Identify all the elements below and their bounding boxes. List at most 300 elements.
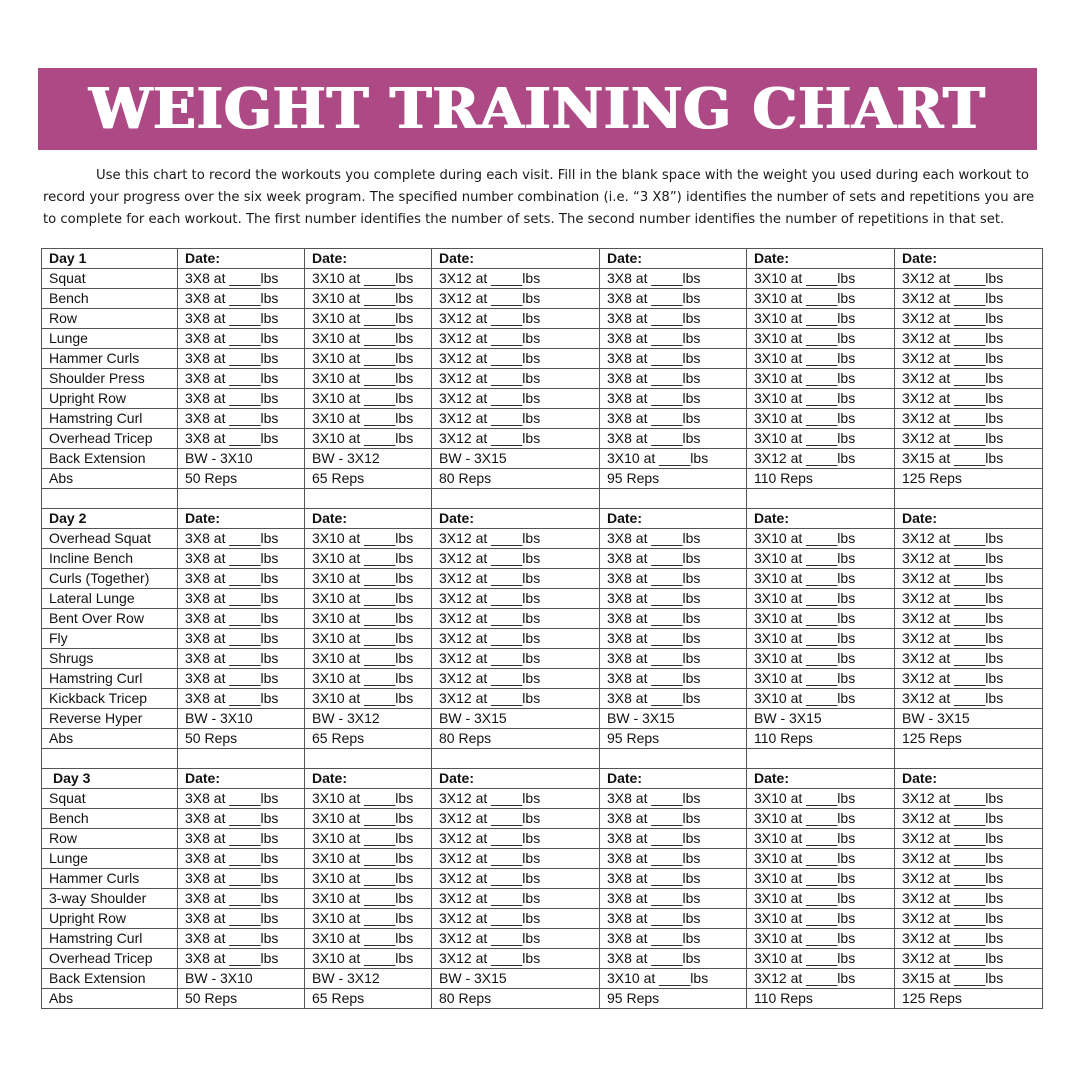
- workout-cell[interactable]: 3X8 at ____lbs: [600, 409, 747, 429]
- workout-cell[interactable]: 3X12 at ____lbs: [895, 809, 1043, 829]
- workout-cell[interactable]: 3X12 at ____lbs: [895, 369, 1043, 389]
- workout-cell[interactable]: 3X12 at ____lbs: [895, 389, 1043, 409]
- workout-cell[interactable]: 3X8 at ____lbs: [178, 589, 305, 609]
- empty-cell: [432, 489, 600, 509]
- workout-cell[interactable]: 3X12 at ____lbs: [895, 409, 1043, 429]
- workout-cell[interactable]: 95 Reps: [600, 469, 747, 489]
- date-field[interactable]: Date:: [432, 769, 600, 789]
- workout-cell[interactable]: 3X12 at ____lbs: [432, 309, 600, 329]
- exercise-row: [42, 789, 1043, 809]
- workout-cell[interactable]: 3X8 at ____lbs: [600, 369, 747, 389]
- workout-cell[interactable]: 3X10 at ____lbs: [747, 929, 895, 949]
- workout-cell[interactable]: 3X8 at ____lbs: [178, 869, 305, 889]
- workout-cell[interactable]: 110 Reps: [747, 989, 895, 1009]
- workout-cell[interactable]: 3X10 at ____lbs: [305, 669, 432, 689]
- workout-cell[interactable]: 3X10 at ____lbs: [305, 529, 432, 549]
- workout-cell[interactable]: 125 Reps: [895, 989, 1043, 1009]
- workout-cell[interactable]: BW - 3X15: [432, 709, 600, 729]
- date-field[interactable]: Date:: [178, 509, 305, 529]
- workout-cell[interactable]: 3X10 at ____lbs: [747, 869, 895, 889]
- exercise-name: Back Extension: [42, 449, 178, 469]
- workout-cell[interactable]: 3X12 at ____lbs: [895, 589, 1043, 609]
- workout-cell[interactable]: BW - 3X12: [305, 709, 432, 729]
- workout-cell[interactable]: 3X12 at ____lbs: [432, 409, 600, 429]
- workout-cell[interactable]: 3X12 at ____lbs: [895, 829, 1043, 849]
- workout-cell[interactable]: 3X10 at ____lbs: [305, 309, 432, 329]
- exercise-row: [42, 469, 1043, 489]
- workout-cell[interactable]: 3X8 at ____lbs: [600, 629, 747, 649]
- workout-cell[interactable]: 3X12 at ____lbs: [432, 329, 600, 349]
- workout-cell[interactable]: 3X10 at ____lbs: [747, 689, 895, 709]
- workout-cell[interactable]: 3X10 at ____lbs: [305, 409, 432, 429]
- workout-cell[interactable]: 3X12 at ____lbs: [747, 969, 895, 989]
- workout-cell[interactable]: BW - 3X12: [305, 969, 432, 989]
- workout-cell[interactable]: 3X10 at ____lbs: [747, 889, 895, 909]
- exercise-name: Hammer Curls: [42, 349, 178, 369]
- exercise-row: [42, 729, 1043, 749]
- workout-cell[interactable]: 3X10 at ____lbs: [747, 789, 895, 809]
- date-field[interactable]: Date:: [747, 509, 895, 529]
- exercise-row: [42, 829, 1043, 849]
- exercise-name: Overhead Squat: [42, 529, 178, 549]
- workout-cell[interactable]: 3X10 at ____lbs: [305, 829, 432, 849]
- exercise-row: [42, 449, 1043, 469]
- empty-cell: [178, 489, 305, 509]
- workout-cell[interactable]: 3X8 at ____lbs: [178, 529, 305, 549]
- workout-cell[interactable]: 3X10 at ____lbs: [747, 909, 895, 929]
- date-field[interactable]: Date:: [305, 249, 432, 269]
- date-field[interactable]: Date:: [305, 509, 432, 529]
- workout-cell[interactable]: 3X8 at ____lbs: [600, 889, 747, 909]
- exercise-name: Incline Bench: [42, 549, 178, 569]
- page-title: WEIGHT TRAINING CHART: [89, 76, 986, 142]
- workout-cell[interactable]: 3X12 at ____lbs: [895, 909, 1043, 929]
- workout-cell[interactable]: 3X10 at ____lbs: [305, 629, 432, 649]
- exercise-row: [42, 289, 1043, 309]
- workout-cell[interactable]: 3X10 at ____lbs: [747, 589, 895, 609]
- date-field[interactable]: Date:: [600, 249, 747, 269]
- workout-cell[interactable]: BW - 3X15: [600, 709, 747, 729]
- workout-cell[interactable]: 3X8 at ____lbs: [600, 269, 747, 289]
- exercise-name: Row: [42, 829, 178, 849]
- exercise-row: [42, 409, 1043, 429]
- workout-cell[interactable]: 3X10 at ____lbs: [747, 809, 895, 829]
- spacer-row: [42, 749, 1043, 769]
- workout-cell[interactable]: 65 Reps: [305, 729, 432, 749]
- workout-cell[interactable]: 3X8 at ____lbs: [178, 369, 305, 389]
- workout-cell[interactable]: 3X12 at ____lbs: [432, 809, 600, 829]
- workout-cell[interactable]: 3X8 at ____lbs: [178, 609, 305, 629]
- workout-cell[interactable]: 3X12 at ____lbs: [432, 909, 600, 929]
- workout-cell[interactable]: 3X12 at ____lbs: [432, 289, 600, 309]
- day-header-row: [42, 249, 1043, 269]
- workout-cell[interactable]: 3X12 at ____lbs: [432, 349, 600, 369]
- workout-cell[interactable]: 3X8 at ____lbs: [178, 849, 305, 869]
- workout-cell[interactable]: 3X8 at ____lbs: [178, 909, 305, 929]
- workout-cell[interactable]: 3X10 at ____lbs: [305, 609, 432, 629]
- workout-cell[interactable]: 3X12 at ____lbs: [895, 649, 1043, 669]
- exercise-name: Bench: [42, 809, 178, 829]
- workout-cell[interactable]: 3X8 at ____lbs: [600, 849, 747, 869]
- workout-cell[interactable]: 65 Reps: [305, 469, 432, 489]
- workout-cell[interactable]: 3X10 at ____lbs: [747, 829, 895, 849]
- workout-cell[interactable]: 3X12 at ____lbs: [432, 609, 600, 629]
- workout-cell[interactable]: 3X15 at ____lbs: [895, 449, 1043, 469]
- workout-cell[interactable]: 3X10 at ____lbs: [305, 909, 432, 929]
- workout-cell[interactable]: 3X10 at ____lbs: [305, 369, 432, 389]
- intro-paragraph: Use this chart to record the workouts you complete during each visit. Fill in the blank space with the weight you used during each workout to record your progress over the six week program. The specified number combination (i.e. “3 X8”) identifies the number of sets and repetitions you are to complete for each workout. The first number identifies the number of sets. The second number identifies the number of repetitions in that set.: [43, 168, 1035, 227]
- workout-cell[interactable]: 3X8 at ____lbs: [600, 949, 747, 969]
- workout-cell[interactable]: 3X12 at ____lbs: [432, 929, 600, 949]
- workout-cell[interactable]: 3X8 at ____lbs: [600, 349, 747, 369]
- date-field[interactable]: Date:: [600, 769, 747, 789]
- date-field[interactable]: Date:: [747, 249, 895, 269]
- exercise-name: Row: [42, 309, 178, 329]
- workout-cell[interactable]: 3X8 at ____lbs: [600, 549, 747, 569]
- exercise-name: Hamstring Curl: [42, 669, 178, 689]
- exercise-row: [42, 589, 1043, 609]
- exercise-row: [42, 869, 1043, 889]
- exercise-name: Bench: [42, 289, 178, 309]
- workout-cell[interactable]: 3X12 at ____lbs: [895, 289, 1043, 309]
- workout-cell[interactable]: BW - 3X10: [178, 969, 305, 989]
- exercise-name: Hamstring Curl: [42, 409, 178, 429]
- workout-cell[interactable]: BW - 3X15: [747, 709, 895, 729]
- exercise-row: [42, 309, 1043, 329]
- exercise-row: [42, 689, 1043, 709]
- workout-cell[interactable]: 3X8 at ____lbs: [178, 629, 305, 649]
- workout-cell[interactable]: 110 Reps: [747, 729, 895, 749]
- exercise-row: [42, 669, 1043, 689]
- empty-cell: [42, 489, 178, 509]
- workout-cell[interactable]: 3X10 at ____lbs: [305, 649, 432, 669]
- workout-cell[interactable]: 3X12 at ____lbs: [895, 549, 1043, 569]
- workout-cell[interactable]: 3X8 at ____lbs: [178, 649, 305, 669]
- workout-cell[interactable]: 3X8 at ____lbs: [178, 889, 305, 909]
- exercise-name: Abs: [42, 469, 178, 489]
- empty-cell: [178, 749, 305, 769]
- exercise-name: Shoulder Press: [42, 369, 178, 389]
- workout-cell[interactable]: 3X12 at ____lbs: [432, 689, 600, 709]
- workout-cell[interactable]: 3X10 at ____lbs: [747, 369, 895, 389]
- workout-cell[interactable]: 3X12 at ____lbs: [895, 789, 1043, 809]
- exercise-name: 3-way Shoulder: [42, 889, 178, 909]
- exercise-row: [42, 549, 1043, 569]
- exercise-row: [42, 709, 1043, 729]
- date-field[interactable]: Date:: [432, 249, 600, 269]
- workout-cell[interactable]: 3X12 at ____lbs: [432, 849, 600, 869]
- date-field[interactable]: Date:: [895, 249, 1043, 269]
- workout-cell[interactable]: 3X8 at ____lbs: [600, 289, 747, 309]
- date-field[interactable]: Date:: [895, 509, 1043, 529]
- workout-cell[interactable]: 3X10 at ____lbs: [305, 349, 432, 369]
- exercise-name: Bent Over Row: [42, 609, 178, 629]
- workout-cell[interactable]: 3X8 at ____lbs: [600, 869, 747, 889]
- workout-cell[interactable]: 3X12 at ____lbs: [895, 329, 1043, 349]
- workout-cell[interactable]: 3X8 at ____lbs: [178, 669, 305, 689]
- workout-cell[interactable]: 3X12 at ____lbs: [895, 669, 1043, 689]
- workout-cell[interactable]: 3X8 at ____lbs: [178, 309, 305, 329]
- workout-cell[interactable]: 3X10 at ____lbs: [747, 849, 895, 869]
- workout-cell[interactable]: BW - 3X12: [305, 449, 432, 469]
- workout-cell[interactable]: 3X10 at ____lbs: [747, 669, 895, 689]
- workout-cell[interactable]: 3X10 at ____lbs: [747, 309, 895, 329]
- exercise-name: Abs: [42, 989, 178, 1009]
- workout-cell[interactable]: 3X10 at ____lbs: [305, 329, 432, 349]
- exercise-name: Squat: [42, 789, 178, 809]
- workout-cell[interactable]: 3X12 at ____lbs: [895, 629, 1043, 649]
- workout-cell[interactable]: 3X12 at ____lbs: [432, 269, 600, 289]
- workout-cell[interactable]: 3X8 at ____lbs: [600, 569, 747, 589]
- exercise-name: Overhead Tricep: [42, 429, 178, 449]
- workout-cell[interactable]: 3X12 at ____lbs: [432, 789, 600, 809]
- workout-cell[interactable]: 110 Reps: [747, 469, 895, 489]
- date-field[interactable]: Date:: [178, 249, 305, 269]
- workout-cell[interactable]: 3X10 at ____lbs: [305, 569, 432, 589]
- workout-cell[interactable]: 3X8 at ____lbs: [600, 929, 747, 949]
- day-header-row: [42, 769, 1043, 789]
- workout-cell[interactable]: 3X8 at ____lbs: [178, 429, 305, 449]
- workout-cell[interactable]: 3X10 at ____lbs: [305, 849, 432, 869]
- exercise-row: [42, 849, 1043, 869]
- workout-cell[interactable]: 3X10 at ____lbs: [747, 289, 895, 309]
- exercise-row: [42, 429, 1043, 449]
- workout-cell[interactable]: 3X8 at ____lbs: [600, 649, 747, 669]
- workout-cell[interactable]: 3X12 at ____lbs: [895, 429, 1043, 449]
- workout-cell[interactable]: 80 Reps: [432, 729, 600, 749]
- exercise-row: [42, 949, 1043, 969]
- workout-cell[interactable]: 95 Reps: [600, 989, 747, 1009]
- workout-cell[interactable]: 3X8 at ____lbs: [600, 389, 747, 409]
- workout-cell[interactable]: 3X12 at ____lbs: [432, 549, 600, 569]
- workout-cell[interactable]: 3X8 at ____lbs: [600, 809, 747, 829]
- workout-cell[interactable]: 80 Reps: [432, 989, 600, 1009]
- workout-cell[interactable]: 65 Reps: [305, 989, 432, 1009]
- workout-cell[interactable]: 3X12 at ____lbs: [432, 589, 600, 609]
- exercise-name: Abs: [42, 729, 178, 749]
- spacer-row: [42, 489, 1043, 509]
- workout-cell[interactable]: 3X10 at ____lbs: [305, 429, 432, 449]
- exercise-row: [42, 929, 1043, 949]
- exercise-row: [42, 889, 1043, 909]
- exercise-row: [42, 629, 1043, 649]
- workout-cell[interactable]: 3X12 at ____lbs: [432, 429, 600, 449]
- empty-cell: [42, 749, 178, 769]
- workout-cell[interactable]: 125 Reps: [895, 729, 1043, 749]
- workout-table: [41, 248, 1043, 1009]
- workout-cell[interactable]: 3X8 at ____lbs: [600, 609, 747, 629]
- workout-cell[interactable]: 3X8 at ____lbs: [178, 409, 305, 429]
- workout-cell[interactable]: 3X8 at ____lbs: [600, 529, 747, 549]
- workout-cell[interactable]: 3X8 at ____lbs: [178, 949, 305, 969]
- workout-cell[interactable]: 3X10 at ____lbs: [305, 389, 432, 409]
- exercise-name: Squat: [42, 269, 178, 289]
- workout-cell[interactable]: 3X8 at ____lbs: [600, 329, 747, 349]
- workout-cell[interactable]: 3X8 at ____lbs: [600, 589, 747, 609]
- workout-cell[interactable]: 3X8 at ____lbs: [600, 789, 747, 809]
- workout-cell[interactable]: 3X10 at ____lbs: [747, 389, 895, 409]
- workout-cell[interactable]: 3X12 at ____lbs: [895, 309, 1043, 329]
- exercise-row: [42, 269, 1043, 289]
- workout-cell[interactable]: 3X10 at ____lbs: [747, 649, 895, 669]
- workout-cell[interactable]: 3X10 at ____lbs: [747, 569, 895, 589]
- workout-cell[interactable]: 3X10 at ____lbs: [747, 269, 895, 289]
- workout-cell[interactable]: 3X12 at ____lbs: [432, 889, 600, 909]
- date-field[interactable]: Date:: [305, 769, 432, 789]
- workout-cell[interactable]: BW - 3X15: [432, 449, 600, 469]
- workout-cell[interactable]: 3X10 at ____lbs: [305, 689, 432, 709]
- workout-cell[interactable]: 3X12 at ____lbs: [895, 869, 1043, 889]
- workout-cell[interactable]: 3X8 at ____lbs: [600, 829, 747, 849]
- workout-cell[interactable]: 3X12 at ____lbs: [895, 929, 1043, 949]
- workout-cell[interactable]: 3X12 at ____lbs: [432, 669, 600, 689]
- exercise-name: Lateral Lunge: [42, 589, 178, 609]
- workout-cell[interactable]: 3X12 at ____lbs: [432, 649, 600, 669]
- workout-cell[interactable]: 3X10 at ____lbs: [747, 409, 895, 429]
- day-label: Day 2: [42, 509, 178, 529]
- empty-cell: [895, 749, 1043, 769]
- workout-cell[interactable]: BW - 3X15: [432, 969, 600, 989]
- workout-cell[interactable]: 3X10 at ____lbs: [747, 629, 895, 649]
- exercise-name: Overhead Tricep: [42, 949, 178, 969]
- workout-cell[interactable]: 3X10 at ____lbs: [747, 949, 895, 969]
- workout-cell[interactable]: 3X10 at ____lbs: [305, 889, 432, 909]
- workout-cell[interactable]: 3X12 at ____lbs: [895, 569, 1043, 589]
- workout-cell[interactable]: 3X8 at ____lbs: [178, 389, 305, 409]
- exercise-name: Lunge: [42, 849, 178, 869]
- workout-cell[interactable]: 50 Reps: [178, 989, 305, 1009]
- workout-cell[interactable]: 3X8 at ____lbs: [178, 289, 305, 309]
- date-field[interactable]: Date:: [432, 509, 600, 529]
- exercise-row: [42, 609, 1043, 629]
- exercise-row: [42, 569, 1043, 589]
- workout-cell[interactable]: 50 Reps: [178, 729, 305, 749]
- workout-cell[interactable]: 3X12 at ____lbs: [895, 609, 1043, 629]
- workout-cell[interactable]: 3X12 at ____lbs: [895, 349, 1043, 369]
- date-field[interactable]: Date:: [895, 769, 1043, 789]
- workout-cell[interactable]: 3X10 at ____lbs: [747, 549, 895, 569]
- workout-cell[interactable]: 3X10 at ____lbs: [747, 429, 895, 449]
- exercise-row: [42, 369, 1043, 389]
- workout-cell[interactable]: 3X10 at ____lbs: [600, 449, 747, 469]
- workout-cell[interactable]: 3X15 at ____lbs: [895, 969, 1043, 989]
- empty-cell: [895, 489, 1043, 509]
- workout-cell[interactable]: BW - 3X10: [178, 709, 305, 729]
- workout-cell[interactable]: 3X8 at ____lbs: [178, 349, 305, 369]
- workout-cell[interactable]: 3X8 at ____lbs: [178, 569, 305, 589]
- exercise-name: Reverse Hyper: [42, 709, 178, 729]
- workout-cell[interactable]: 3X12 at ____lbs: [895, 889, 1043, 909]
- title-banner: [38, 68, 1037, 150]
- workout-cell[interactable]: 3X12 at ____lbs: [747, 449, 895, 469]
- workout-cell[interactable]: 3X12 at ____lbs: [432, 529, 600, 549]
- empty-cell: [747, 749, 895, 769]
- exercise-name: Fly: [42, 629, 178, 649]
- workout-cell[interactable]: 3X12 at ____lbs: [895, 849, 1043, 869]
- workout-cell[interactable]: 3X10 at ____lbs: [305, 869, 432, 889]
- workout-cell[interactable]: 3X10 at ____lbs: [747, 609, 895, 629]
- workout-cell[interactable]: 3X8 at ____lbs: [178, 789, 305, 809]
- workout-cell[interactable]: 3X10 at ____lbs: [305, 929, 432, 949]
- workout-cell[interactable]: BW - 3X10: [178, 449, 305, 469]
- workout-cell[interactable]: 3X12 at ____lbs: [432, 569, 600, 589]
- exercise-name: Upright Row: [42, 909, 178, 929]
- workout-cell[interactable]: 3X8 at ____lbs: [178, 329, 305, 349]
- workout-cell[interactable]: 3X12 at ____lbs: [432, 629, 600, 649]
- exercise-row: [42, 969, 1043, 989]
- workout-cell[interactable]: 125 Reps: [895, 469, 1043, 489]
- workout-cell[interactable]: 3X10 at ____lbs: [305, 549, 432, 569]
- exercise-row: [42, 809, 1043, 829]
- date-field[interactable]: Date:: [178, 769, 305, 789]
- workout-cell[interactable]: 3X8 at ____lbs: [178, 809, 305, 829]
- date-field[interactable]: Date:: [600, 509, 747, 529]
- workout-cell[interactable]: 3X12 at ____lbs: [432, 829, 600, 849]
- exercise-name: Hamstring Curl: [42, 929, 178, 949]
- workout-cell[interactable]: 3X12 at ____lbs: [895, 949, 1043, 969]
- exercise-name: Upright Row: [42, 389, 178, 409]
- workout-cell[interactable]: 3X12 at ____lbs: [432, 869, 600, 889]
- workout-cell[interactable]: 3X10 at ____lbs: [305, 949, 432, 969]
- workout-cell[interactable]: 3X10 at ____lbs: [305, 589, 432, 609]
- workout-cell[interactable]: 3X8 at ____lbs: [178, 929, 305, 949]
- empty-cell: [305, 749, 432, 769]
- workout-cell[interactable]: 3X8 at ____lbs: [178, 829, 305, 849]
- workout-cell[interactable]: 80 Reps: [432, 469, 600, 489]
- workout-cell[interactable]: 3X10 at ____lbs: [747, 529, 895, 549]
- exercise-name: Kickback Tricep: [42, 689, 178, 709]
- workout-cell[interactable]: 95 Reps: [600, 729, 747, 749]
- workout-cell[interactable]: 3X10 at ____lbs: [305, 809, 432, 829]
- workout-cell[interactable]: 3X8 at ____lbs: [600, 429, 747, 449]
- exercise-row: [42, 349, 1043, 369]
- exercise-row: [42, 649, 1043, 669]
- workout-cell[interactable]: 3X10 at ____lbs: [747, 349, 895, 369]
- workout-cell[interactable]: 3X8 at ____lbs: [600, 309, 747, 329]
- exercise-row: [42, 529, 1043, 549]
- exercise-name: Hammer Curls: [42, 869, 178, 889]
- exercise-name: Curls (Together): [42, 569, 178, 589]
- exercise-row: [42, 909, 1043, 929]
- workout-cell[interactable]: 3X10 at ____lbs: [305, 289, 432, 309]
- workout-cell[interactable]: 3X10 at ____lbs: [305, 269, 432, 289]
- workout-cell[interactable]: 3X12 at ____lbs: [432, 949, 600, 969]
- workout-cell[interactable]: 3X8 at ____lbs: [178, 689, 305, 709]
- exercise-name: Lunge: [42, 329, 178, 349]
- workout-cell[interactable]: BW - 3X15: [895, 709, 1043, 729]
- workout-cell[interactable]: 3X12 at ____lbs: [432, 369, 600, 389]
- workout-cell[interactable]: 3X8 at ____lbs: [600, 689, 747, 709]
- empty-cell: [747, 489, 895, 509]
- workout-cell[interactable]: 3X8 at ____lbs: [178, 549, 305, 569]
- workout-cell[interactable]: 3X10 at ____lbs: [747, 329, 895, 349]
- workout-cell[interactable]: 3X8 at ____lbs: [600, 909, 747, 929]
- workout-cell[interactable]: 3X10 at ____lbs: [600, 969, 747, 989]
- workout-table-body: [42, 249, 1043, 1009]
- date-field[interactable]: Date:: [747, 769, 895, 789]
- workout-cell[interactable]: 3X8 at ____lbs: [178, 269, 305, 289]
- day-label: Day 3: [42, 769, 178, 789]
- workout-cell[interactable]: 3X10 at ____lbs: [305, 789, 432, 809]
- workout-cell[interactable]: 50 Reps: [178, 469, 305, 489]
- workout-cell[interactable]: 3X12 at ____lbs: [895, 529, 1043, 549]
- workout-cell[interactable]: 3X12 at ____lbs: [432, 389, 600, 409]
- workout-cell[interactable]: 3X8 at ____lbs: [600, 669, 747, 689]
- exercise-row: [42, 329, 1043, 349]
- day-label: Day 1: [42, 249, 178, 269]
- workout-cell[interactable]: 3X12 at ____lbs: [895, 269, 1043, 289]
- workout-cell[interactable]: 3X12 at ____lbs: [895, 689, 1043, 709]
